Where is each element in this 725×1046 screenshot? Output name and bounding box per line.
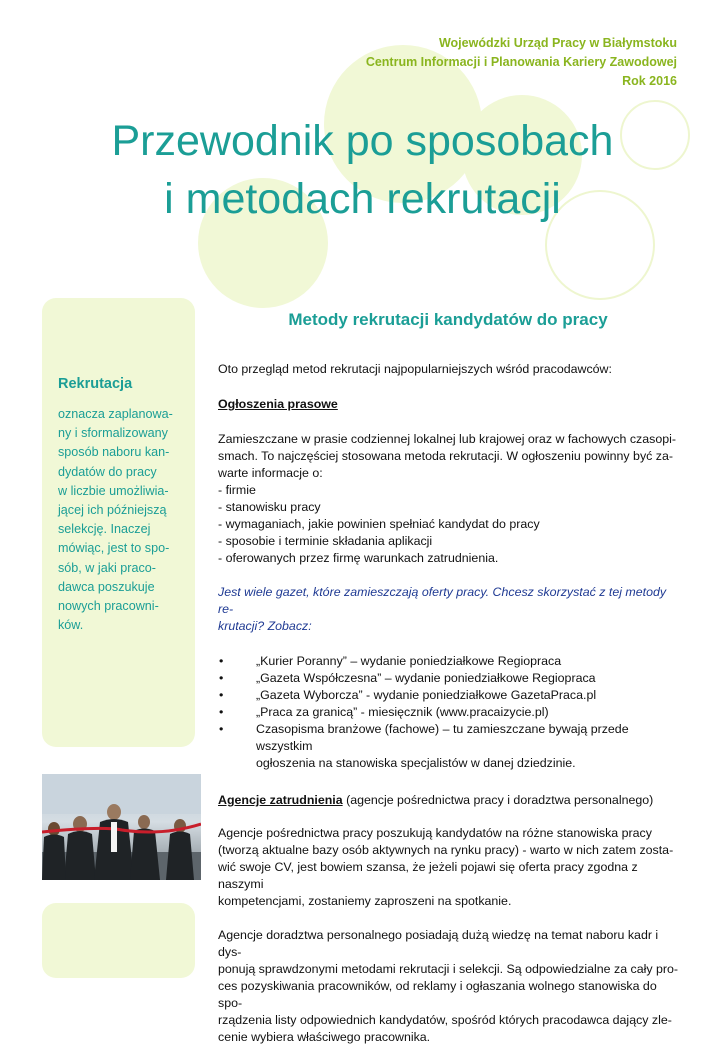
sidebar-line: nowych pracowni- bbox=[58, 599, 159, 614]
para-line: smach. To najczęściej stosowana metoda rekrutacji. W ogłoszeniu powinny być za- bbox=[218, 449, 673, 463]
para-line: Agencje pośrednictwa pracy poszukują kandydatów na różne stanowiska pracy bbox=[218, 826, 652, 840]
main-content bbox=[218, 361, 680, 1046]
para-line: kompetencjami, zostaniemy zaproszeni na spotkanie. bbox=[218, 894, 512, 908]
sidebar-heading: Rekrutacja bbox=[58, 376, 133, 392]
para-line: (tworzą aktualne bazy osób aktywnych na rynku pracy) - warto w nich zatem zosta- bbox=[218, 843, 674, 857]
section-subtitle: Metody rekrutacji kandydatów do pracy bbox=[288, 310, 608, 329]
business-race-photo bbox=[42, 774, 201, 880]
header-line: Rok 2016 bbox=[622, 74, 677, 88]
sidebar-line: sób, w jaki praco- bbox=[58, 560, 156, 575]
para-line: Agencje doradztwa personalnego posiadają dużą wiedzę na temat naboru kadr i dys- bbox=[218, 928, 659, 959]
info-list bbox=[218, 482, 680, 567]
section-paragraph bbox=[218, 825, 680, 910]
list-item: - firmie bbox=[218, 483, 256, 497]
intro-text: Oto przegląd metod rekrutacji najpopularniejszych wśród pracodawców: bbox=[218, 362, 612, 376]
para-line: ponują sprawdzonymi metodami rekrutacji i selekcji. Są odpowiedzialne za cały pro- bbox=[218, 962, 679, 976]
sidebar-line: jącej ich późniejszą bbox=[58, 503, 167, 518]
sidebar-line: selekcję. Inaczej bbox=[58, 522, 151, 537]
tip-line: Jest wiele gazet, które zamieszczają oferty pracy. Chcesz skorzystać z tej metody re- bbox=[218, 585, 667, 616]
tip-text bbox=[218, 584, 680, 635]
list-item-line: ogłoszenia na stanowiska specjalistów w danej dziedzinie. bbox=[256, 756, 576, 770]
header-line: Wojewódzki Urząd Pracy w Białymstoku bbox=[438, 36, 677, 50]
section-paragraph bbox=[218, 431, 680, 482]
sidebar-text bbox=[58, 405, 183, 635]
section-paragraph bbox=[218, 927, 680, 1046]
sidebar-line: ków. bbox=[58, 618, 84, 633]
list-item bbox=[256, 721, 680, 772]
title-line: Przewodnik po sposobach bbox=[111, 117, 614, 165]
para-line: Zamieszczane w prasie codziennej lokalnej lub krajowej oraz w fachowych czasopi- bbox=[218, 432, 676, 446]
sidebar-box-bottom bbox=[42, 903, 195, 978]
sidebar-line: w liczbie umożliwia- bbox=[58, 483, 169, 498]
sidebar-line: dydatów do pracy bbox=[58, 464, 157, 479]
sidebar-line: ny i sformalizowany bbox=[58, 426, 168, 441]
list-item: • „Kurier Poranny” – wydanie poniedziałkowe Regiopraca bbox=[256, 653, 680, 670]
list-item: • „Gazeta Wyborcza” - wydanie poniedziałkowe GazetaPraca.pl bbox=[256, 687, 680, 704]
para-line: cenie wybiera właściwego pracownika. bbox=[218, 1030, 431, 1044]
list-item: - sposobie i terminie składania aplikacji bbox=[218, 534, 433, 548]
header-block bbox=[366, 34, 677, 91]
photo-illustration bbox=[42, 774, 201, 880]
section-heading-row bbox=[218, 792, 680, 809]
sidebar-line: dawca poszukuje bbox=[58, 579, 155, 594]
section-heading-note: (agencje pośrednictwa pracy i doradztwa personalnego) bbox=[342, 793, 654, 807]
list-item-line: • Czasopisma branżowe (fachowe) – tu zamieszczane bywają przede wszystkim bbox=[256, 722, 629, 753]
list-item: • „Gazeta Współczesna” – wydanie poniedziałkowe Regiopraca bbox=[256, 670, 680, 687]
para-line: rządzenia listy odpowiednich kandydatów, spośród których pracodawca dający zle- bbox=[218, 1013, 672, 1027]
list-item: - wymaganiach, jakie powinien spełniać kandydat do pracy bbox=[218, 517, 540, 531]
sidebar-line: sposób naboru kan- bbox=[58, 445, 170, 460]
sidebar-line: mówiąc, jest to spo- bbox=[58, 541, 170, 556]
tip-line: krutacji? Zobacz: bbox=[218, 619, 312, 633]
list-item: • „Praca za granicą” - miesięcznik (www.pracaizycie.pl) bbox=[256, 704, 680, 721]
list-item: - oferowanych przez firmę warunkach zatrudnienia. bbox=[218, 551, 499, 565]
para-line: ces pozyskiwania pracowników, od reklamy i ogłaszania wolnego stanowiska do spo- bbox=[218, 979, 657, 1010]
list-item: - stanowisku pracy bbox=[218, 500, 321, 514]
page-title bbox=[0, 112, 725, 228]
title-line: i metodach rekrutacji bbox=[164, 175, 561, 223]
section-heading: Ogłoszenia prasowe bbox=[218, 397, 338, 411]
para-line: wić swoje CV, jest bowiem szansa, że jeżeli pojawi się oferta pracy zgodna z naszymi bbox=[218, 860, 638, 891]
newspaper-list bbox=[218, 653, 680, 772]
para-line: warte informacje o: bbox=[218, 466, 323, 480]
header-line: Centrum Informacji i Planowania Kariery Zawodowej bbox=[365, 55, 677, 69]
section-heading: Agencje zatrudnienia bbox=[218, 793, 343, 807]
sidebar-line: oznacza zaplanowa- bbox=[58, 407, 173, 421]
